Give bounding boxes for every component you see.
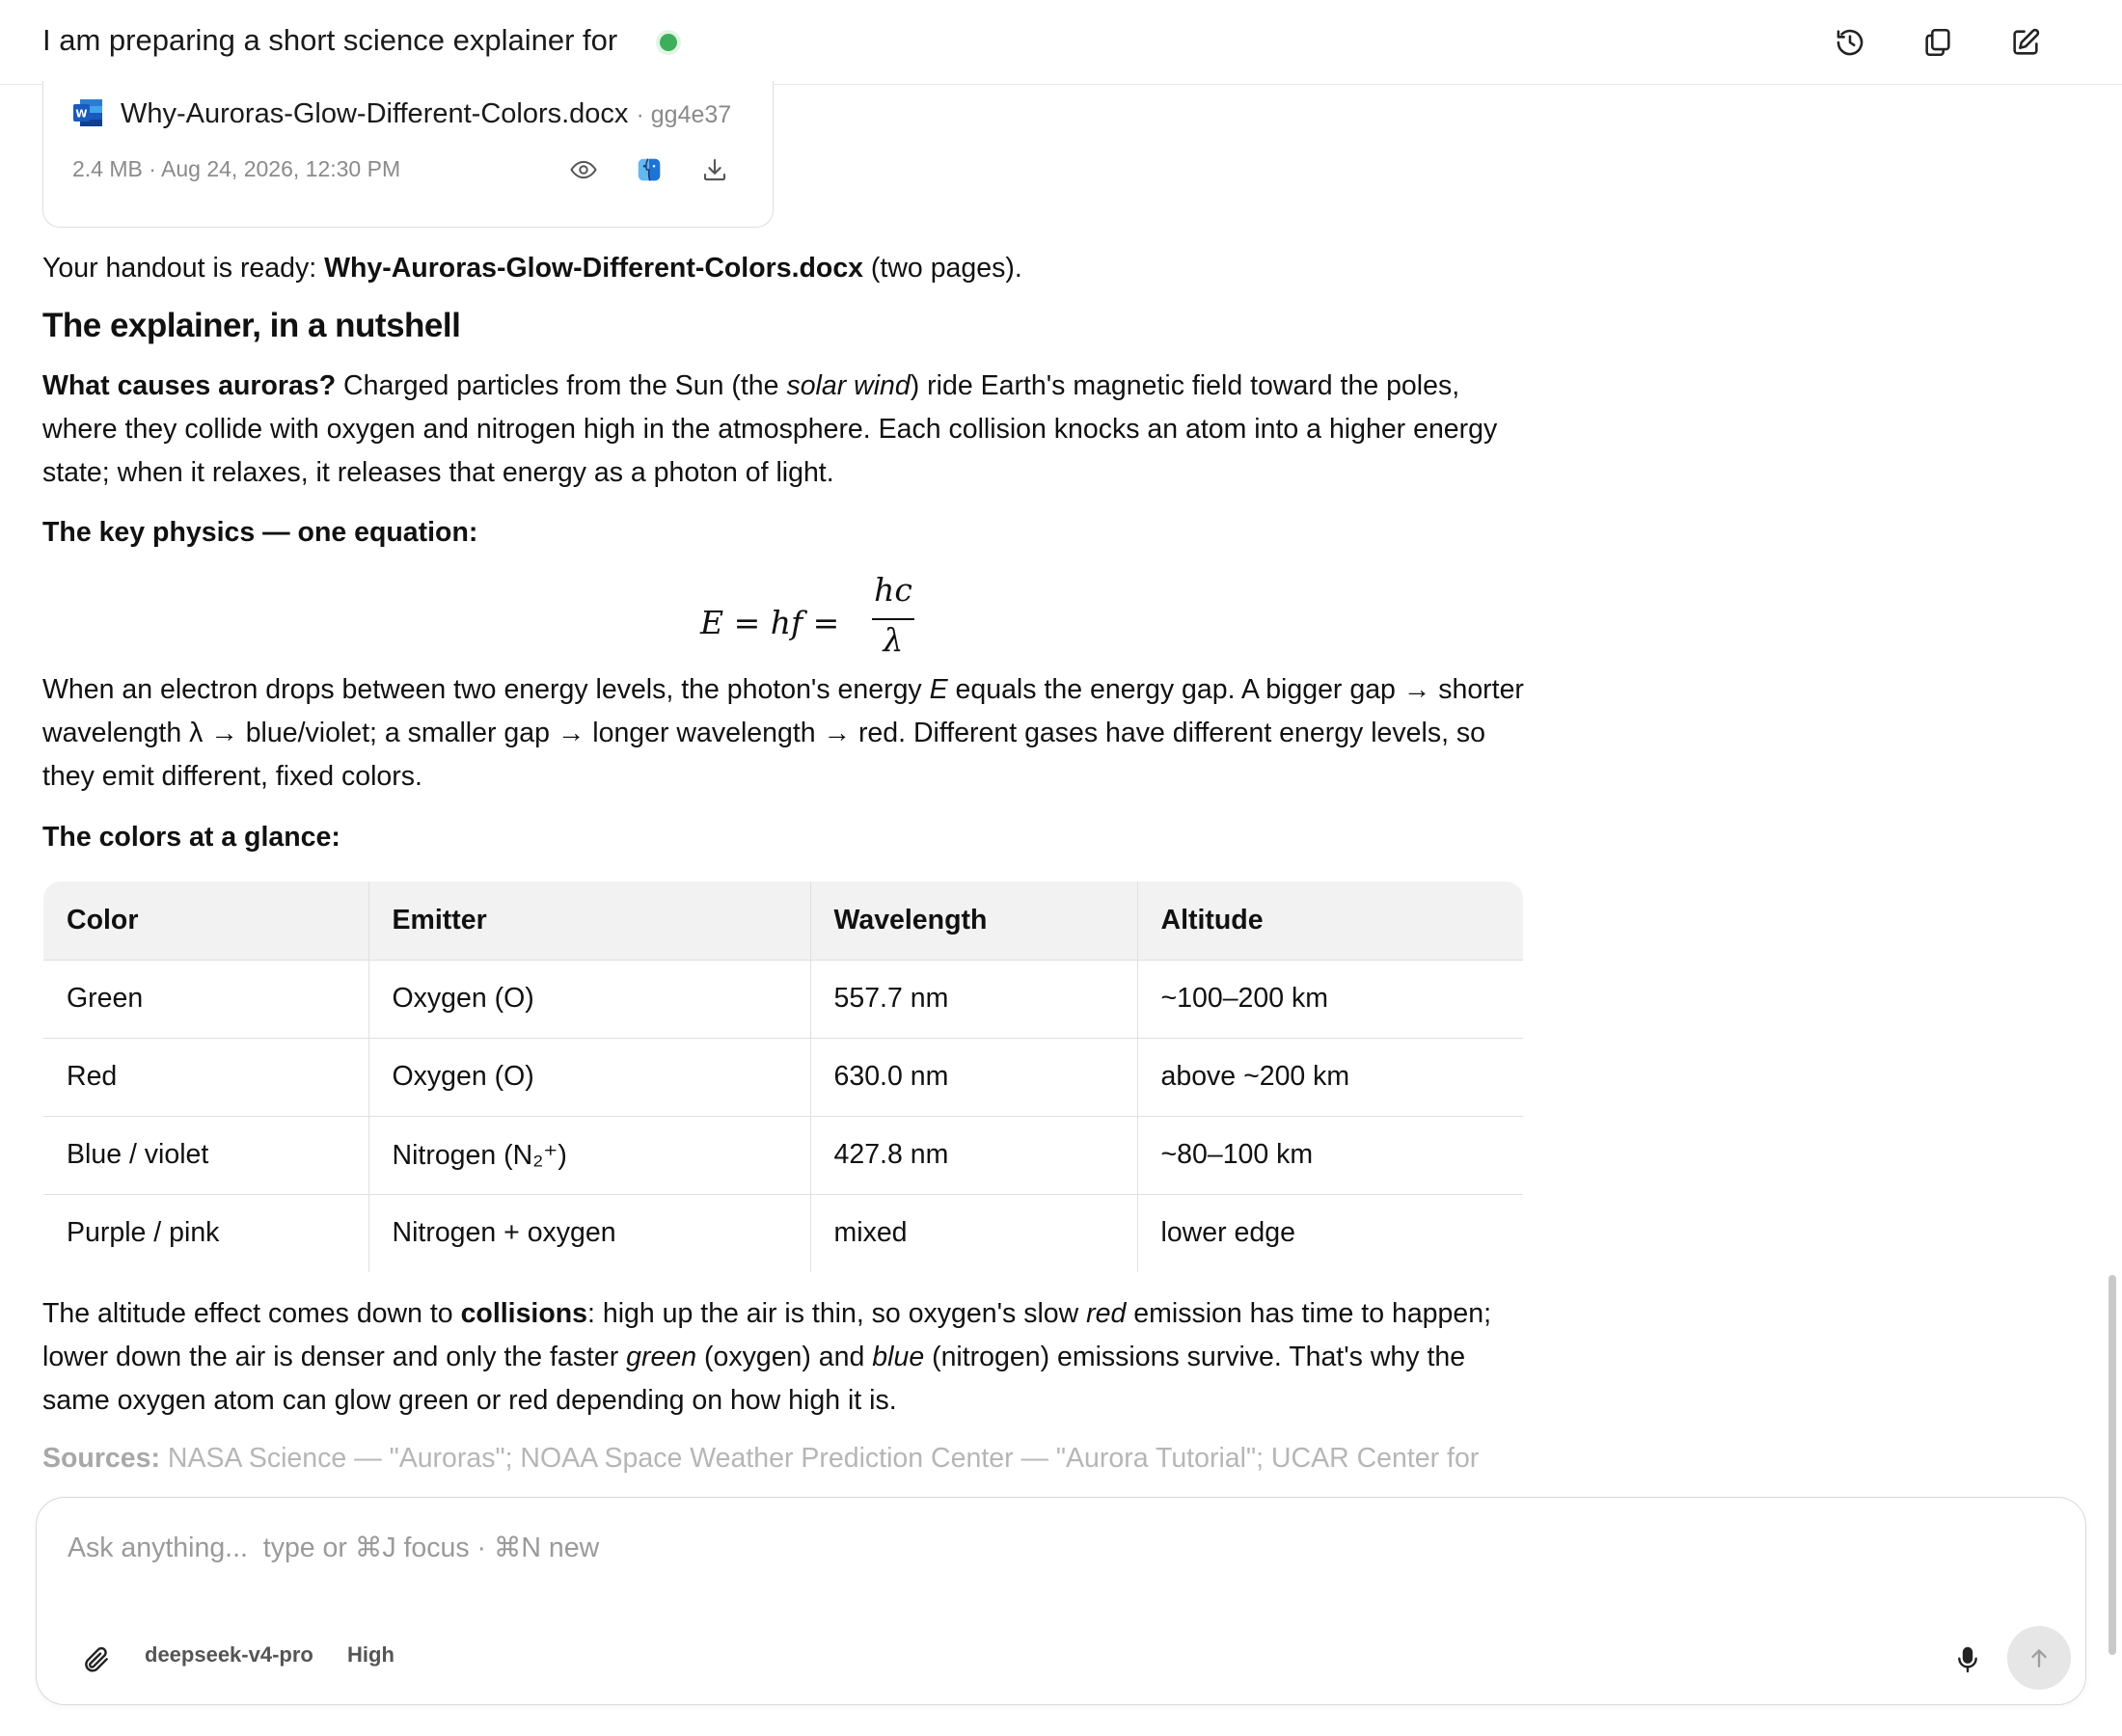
- table-row: [43, 960, 1523, 1038]
- scrollbar-thumb[interactable]: [2108, 1275, 2116, 1655]
- arrow-up-icon: [2027, 1645, 2052, 1670]
- table-cell: Nitrogen + oxygen: [368, 1194, 810, 1272]
- intro-prefix: Your handout is ready:: [42, 253, 325, 284]
- section-heading: The explainer, in a nutshell: [42, 307, 461, 344]
- table-cell: ~100–200 km: [1137, 960, 1523, 1038]
- attachment-hash: · gg4e37: [636, 101, 732, 128]
- word-doc-icon: [72, 98, 103, 127]
- download-icon: [700, 155, 729, 184]
- table-cell: lower edge: [1137, 1194, 1523, 1272]
- altitude-text-4: (oxygen) and: [696, 1342, 873, 1372]
- effort-selector[interactable]: High: [347, 1642, 394, 1667]
- download-button[interactable]: [695, 150, 734, 189]
- copy-button[interactable]: [1915, 19, 1961, 66]
- electron-paragraph: [42, 668, 1528, 799]
- sources-line: [42, 1437, 1528, 1480]
- table-cell: Green: [67, 983, 144, 1014]
- altitude-text-2: : high up the air is thin, so oxygen's slow: [587, 1298, 1087, 1329]
- attachment-card[interactable]: [42, 81, 774, 228]
- sources-label: Sources:: [42, 1443, 160, 1474]
- colors-table: [43, 882, 1523, 1272]
- causes-paragraph: [42, 365, 1528, 495]
- history-button[interactable]: [1827, 19, 1873, 66]
- svg-text:W: W: [75, 107, 88, 121]
- altitude-bold: collisions: [460, 1298, 588, 1329]
- copy-icon: [1921, 26, 1954, 59]
- altitude-em-green: green: [626, 1342, 697, 1372]
- altitude-text-5: (nitrogen) emissions survive. That's why the same oxygen atom can glow green or red depending on how high it is.: [42, 1342, 1466, 1416]
- electron-emphasis: E: [929, 674, 948, 705]
- sources-text: NASA Science — "Auroras"; NOAA Space Weather Prediction Center — "Aurora Tutorial"; UCAR Center for: [159, 1443, 1480, 1474]
- table-cell: ~80–100 km: [1137, 1116, 1523, 1194]
- table-row: [43, 1116, 1523, 1194]
- attachment-filename-text: Why-Auroras-Glow-Different-Colors.docx: [121, 98, 629, 129]
- column-header: Wavelength: [810, 882, 1137, 960]
- composer: [36, 1497, 2086, 1705]
- attachment-meta: 2.4 MB · Aug 24, 2026, 12:30 PM: [72, 156, 401, 181]
- new-chat-button[interactable]: [2002, 19, 2049, 66]
- energy-equation: [700, 571, 951, 667]
- equation-left: E = hf =: [700, 604, 840, 641]
- altitude-em-blue: blue: [872, 1342, 925, 1372]
- table-cell: Blue / violet: [43, 1116, 368, 1194]
- equation-fraction-bar: [872, 618, 914, 620]
- causes-text-2: ) ride Earth's magnetic field toward the poles, where they collide with oxygen and nitrogen high in the atmosphere. Each collision knocks an atom into a higher energy state; when it relaxes, it releases that energy as a photon of light.: [42, 370, 1498, 488]
- causes-label: What causes auroras?: [42, 370, 337, 401]
- top-bar: [0, 0, 2122, 85]
- attach-button[interactable]: [75, 1639, 118, 1681]
- causes-emphasis: solar wind: [786, 370, 911, 401]
- table-cell: above ~200 km: [1137, 1038, 1523, 1116]
- reveal-in-finder-button[interactable]: [630, 150, 668, 189]
- intro-filename: Why-Auroras-Glow-Different-Colors.docx: [324, 253, 864, 284]
- table-header-row: [43, 882, 1523, 960]
- conversation-title: I am preparing a short science explainer for: [42, 23, 618, 57]
- electron-text-2: equals the energy gap. A bigger gap → shorter wavelength λ → blue/violet; a smaller gap → longer wavelength → red. Different gases have different energy levels, so they emit different, fixed colors.: [42, 674, 1524, 792]
- altitude-text-3: emission has time to happen; lower down the air is denser and only the faster: [42, 1298, 1491, 1372]
- table-cell: mixed: [810, 1194, 1137, 1272]
- preview-button[interactable]: [564, 150, 603, 189]
- attachment-filename[interactable]: [121, 98, 731, 130]
- eye-icon: [569, 155, 598, 184]
- new-chat-icon: [2009, 26, 2042, 59]
- model-selector[interactable]: deepseek-v4-pro: [145, 1642, 313, 1667]
- table-cell: Purple / pink: [43, 1194, 368, 1272]
- table-cell: Red: [43, 1038, 368, 1116]
- table-row: [43, 1194, 1523, 1272]
- table-cell: Oxygen (O): [368, 1038, 810, 1116]
- altitude-em-red: red: [1086, 1298, 1127, 1329]
- equation-denominator: λ: [883, 621, 904, 659]
- table-cell: Nitrogen (N₂⁺): [368, 1116, 810, 1194]
- altitude-text-1: The altitude effect comes down to: [42, 1298, 461, 1329]
- microphone-icon: [1952, 1644, 1983, 1675]
- table-row: [43, 1038, 1523, 1116]
- column-header: Emitter: [368, 882, 810, 960]
- equation-numerator: hc: [874, 571, 912, 609]
- table-cell: 557.7 nm: [810, 960, 1137, 1038]
- table-cell: 427.8 nm: [810, 1116, 1137, 1194]
- colors-label: [42, 816, 1528, 859]
- intro-paragraph: [42, 247, 1528, 290]
- finder-icon: [635, 155, 664, 184]
- altitude-paragraph: [42, 1292, 1528, 1423]
- status-indicator: [660, 34, 677, 51]
- table-cell: 630.0 nm: [810, 1038, 1137, 1116]
- send-button[interactable]: [2007, 1626, 2071, 1690]
- physics-label: [42, 511, 1528, 555]
- causes-text-1: Charged particles from the Sun (the: [336, 370, 787, 401]
- message-input[interactable]: [68, 1521, 1900, 1575]
- history-icon: [1834, 26, 1866, 59]
- colors-label-text: The colors at a glance:: [42, 822, 340, 853]
- intro-suffix: (two pages).: [863, 253, 1022, 284]
- column-header: Color: [43, 882, 368, 960]
- column-header: Altitude: [1137, 882, 1523, 960]
- paperclip-icon: [81, 1644, 112, 1675]
- voice-input-button[interactable]: [1946, 1639, 1989, 1681]
- physics-label-text: The key physics — one equation:: [42, 517, 478, 548]
- table-cell: Oxygen (O): [368, 960, 810, 1038]
- electron-text-1: When an electron drops between two energy levels, the photon's energy: [42, 674, 930, 705]
